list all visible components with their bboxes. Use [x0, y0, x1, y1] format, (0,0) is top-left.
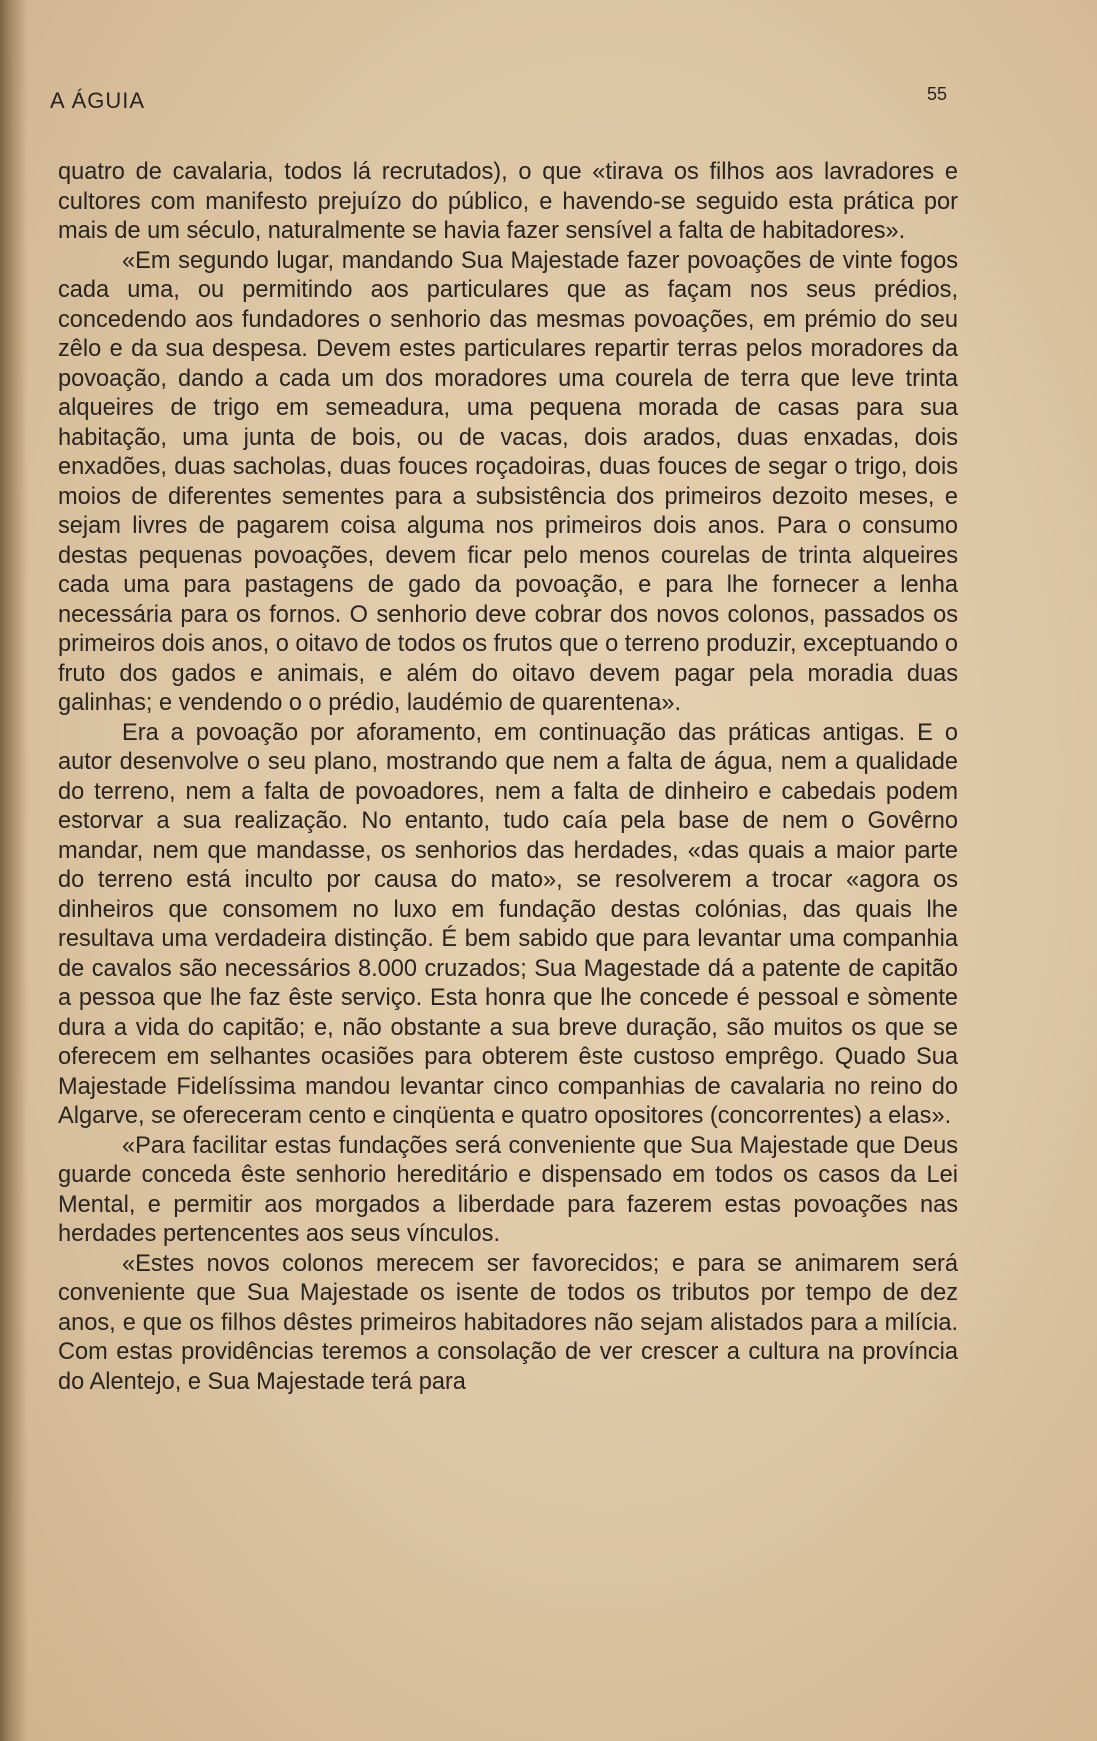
page-number: 55 — [926, 84, 947, 104]
running-title: A ÁGUIA — [50, 88, 146, 113]
paragraph-quote-facilitate: «Para facilitar estas fundações será conveniente que Sua Majestade que Deus guarde conceda êste senhorio hereditário e dispensado em todos os casos da Lei Mental, e permitir aos morgados a liberdade para fazerem estas povoações nas herdades pertencentes aos seus vínculos. — [58, 1132, 958, 1247]
paragraph-quote-new-colonists: «Estes novos colonos merecem ser favorecidos; e para se animarem será conveniente que Sua Majestade os isente de todos os tributos por tempo de dez anos, e que os filhos dêstes primeiros habitadores não sejam alistados para a milícia. Com estas providências teremos a consolação de ver crescer a cultura na província do Alentejo, e Sua Majestade terá para — [58, 1250, 958, 1395]
paragraph-continuation: quatro de cavalaria, todos lá recrutados), o que «tirava os filhos aos lavradores e cultores com manifesto prejuízo do público, e havendo-se seguido esta prática por mais de um século, naturalmente se havia fazer sensível a falta de habitadores». — [58, 159, 958, 244]
body-text — [58, 158, 958, 1397]
page-header — [50, 84, 947, 118]
paragraph-quote-second-place: «Em segundo lugar, mandando Sua Majestade fazer povoações de vinte fogos cada uma, ou permitindo aos particulares que as façam nos seus prédios, concedendo aos fundadores o senhorio das mesmas povoações, em prémio do seu zêlo e da sua despesa. Devem estes particulares repartir terras pelos moradores da povoação, dando a cada um dos moradores uma courela de terra que leve trinta alqueires de trigo em semeadura, uma pequena morada de casas para sua habitação, uma junta de bois, ou de vacas, dois arados, duas enxadas, dois enxadões, duas sacholas, duas fouces roçadoiras, duas fouces de segar o trigo, dois moios de diferentes sementes para a subsistência dos primeiros dezoito meses, e sejam livres de pagarem coisa alguma nos primeiros dois anos. Para o consumo destas pequenas povoações, devem ficar pelo menos courelas de trinta alqueires cada uma para pastagens de gado da povoação, e para lhe fornecer a lenha necessária para os fornos. O senhorio deve cobrar dos novos colonos, passados os primeiros dois anos, o oitavo de todos os frutos que o terreno produzir, exceptuando o fruto dos gados e animais, e além do oitavo devem pagar pela moradia duas galinhas; e vendendo o o prédio, laudémio de quarentena». — [58, 247, 958, 716]
paragraph-aforamento: Era a povoação por aforamento, em continuação das práticas antigas. E o autor desenvolve o seu plano, mostrando que nem a falta de água, nem a qualidade do terreno, nem a falta de povoadores, nem a falta de dinheiro e cabedais podem estorvar a sua realização. No entanto, tudo caía pela base de nem o Govêrno mandar, nem que mandasse, os senhorios das herdades, «das quais a maior parte do terreno está inculto por causa do mato», se resolverem a trocar «agora os dinheiros que consomem no luxo em fundação destas colónias, das quais lhe resultava uma verdadeira distinção. É bem sabido que para levantar uma companhia de cavalos são necessários 8.000 cruzados; Sua Magestade dá a patente de capitão a pessoa que lhe faz êste serviço. Esta honra que lhe concede é pessoal e sòmente dura a vida do capitão; e, não obstante a sua breve duração, são muitos os que se oferecem em selhantes ocasiões para obterem êste custoso emprêgo. Quado Sua Majestade Fidelíssima mandou levantar cinco companhias de cavalaria no reino do Algarve, se ofereceram cento e cinqüenta e quatro opositores (concorrentes) a elas». — [58, 719, 958, 1129]
